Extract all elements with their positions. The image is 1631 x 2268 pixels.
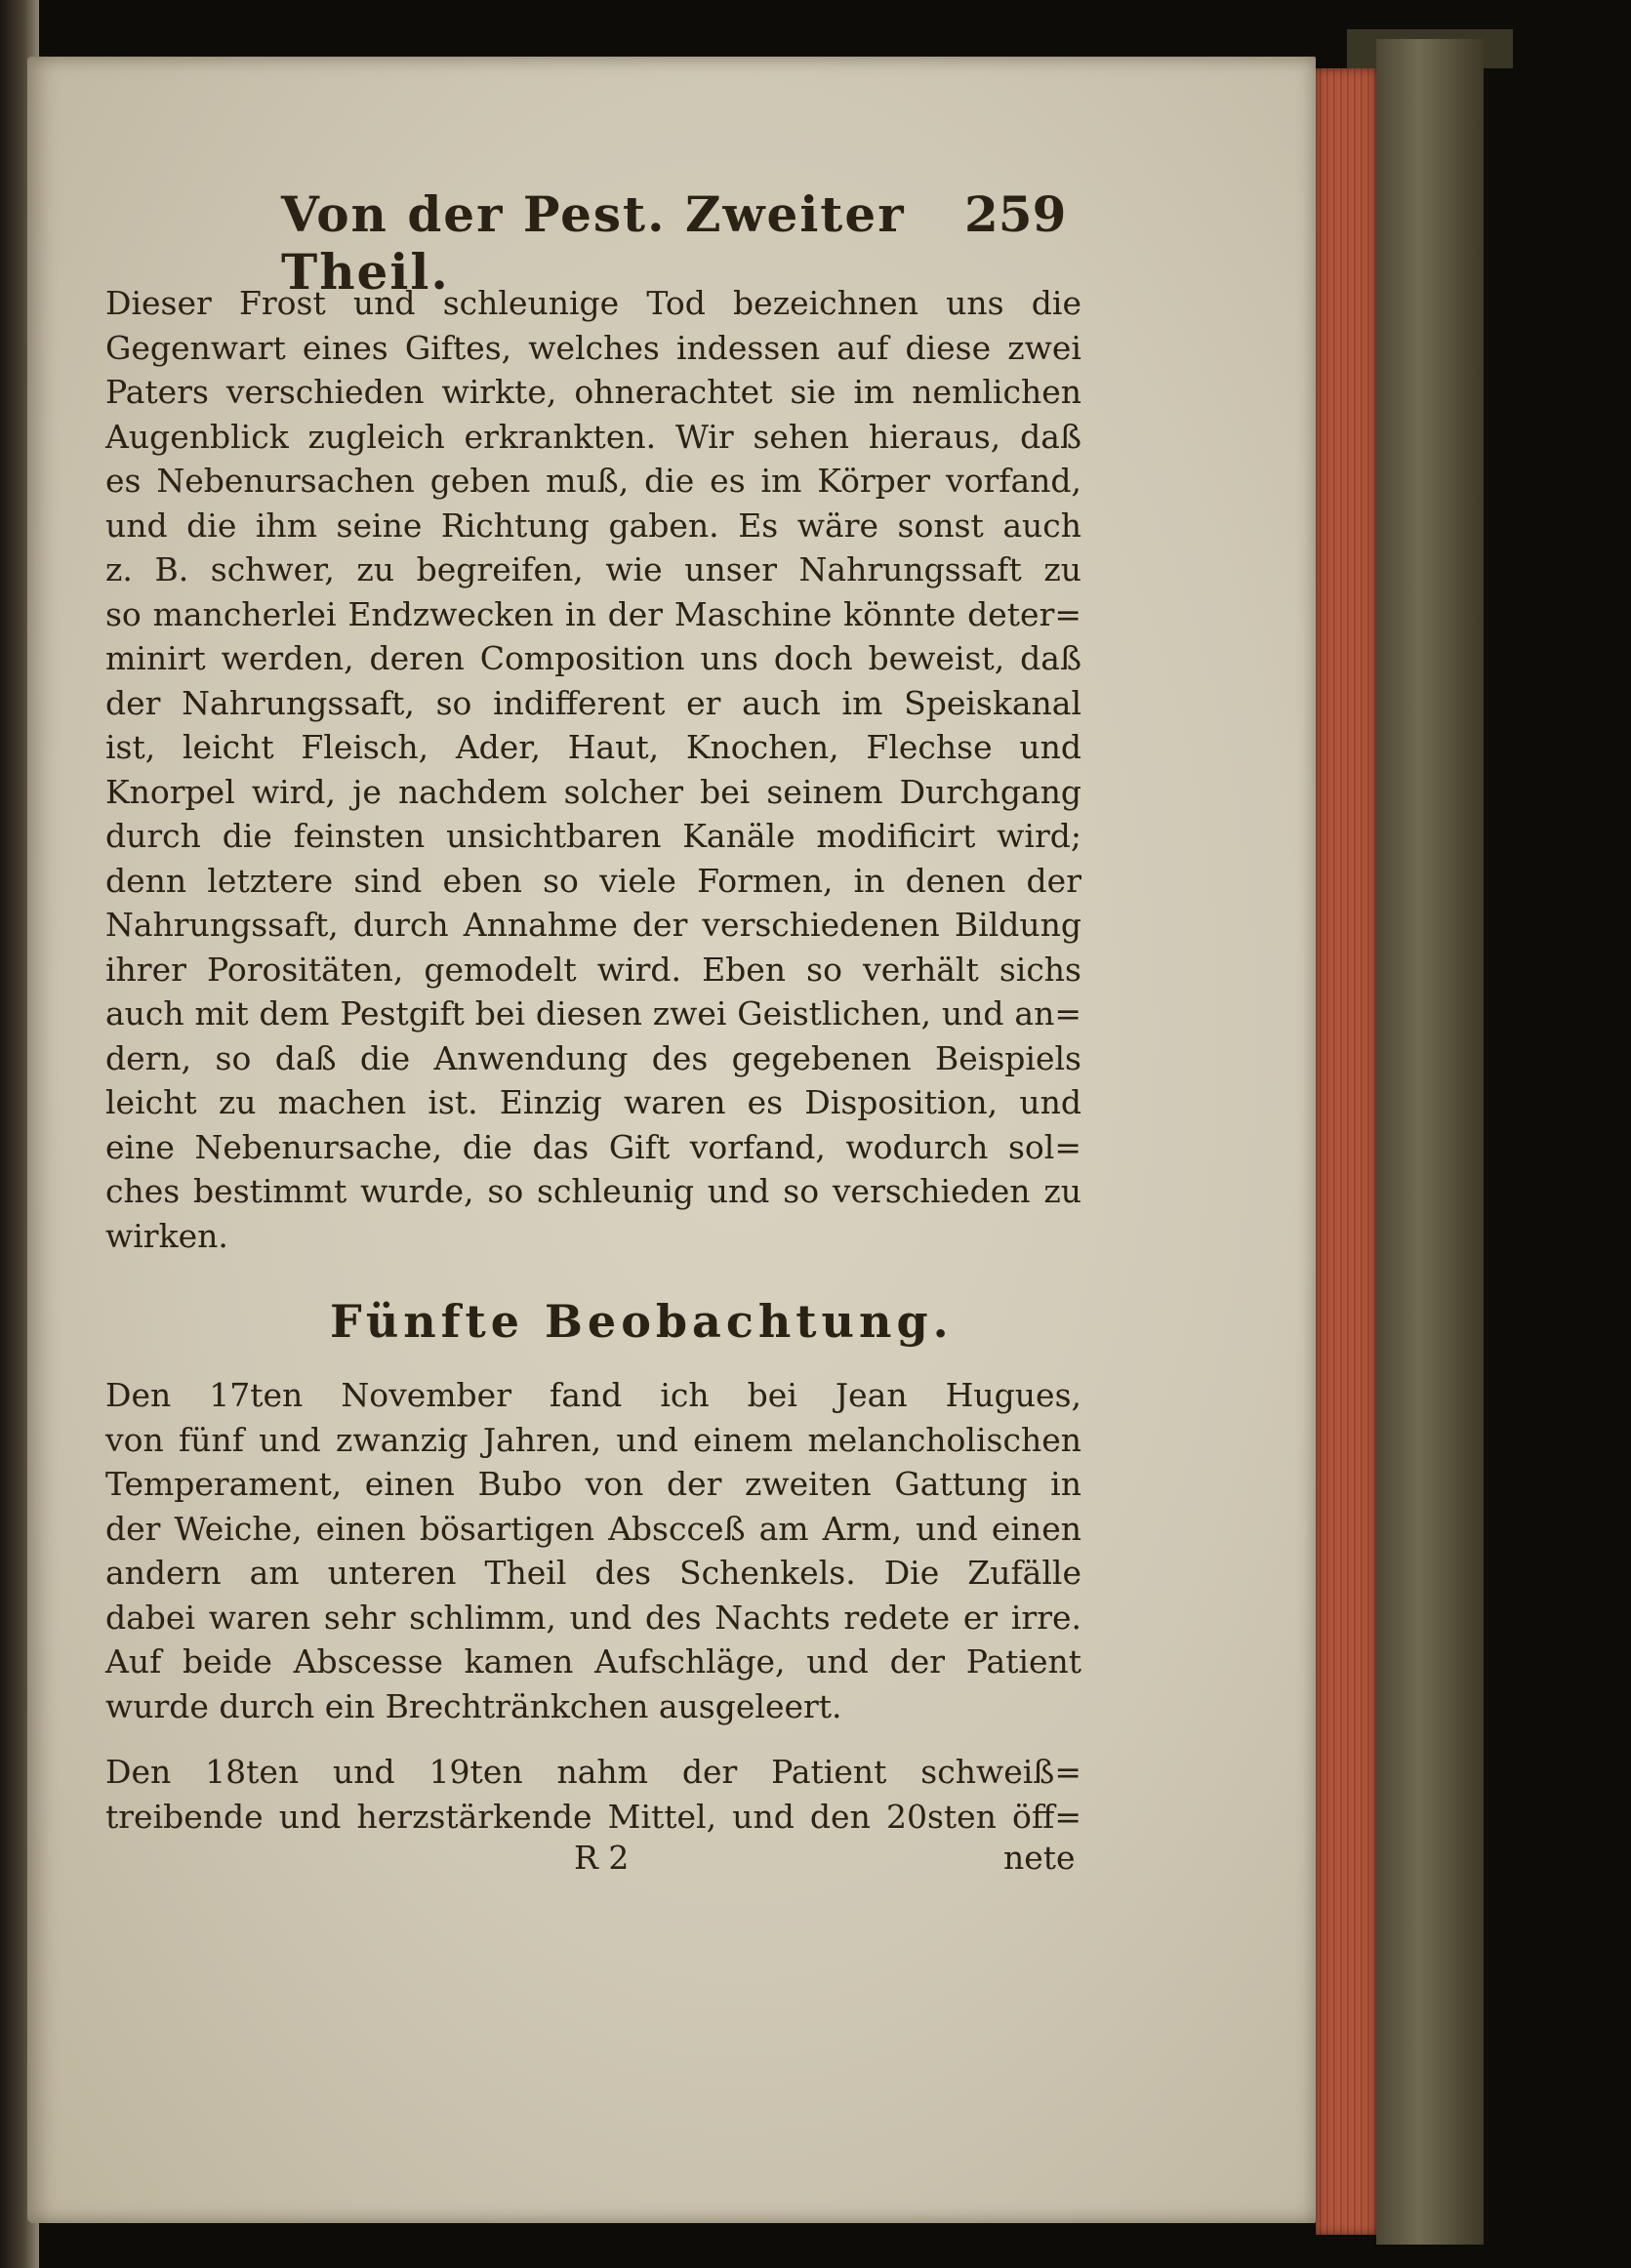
text-line: durch die feinsten unsichtbaren Kanäle modificirt wird; [105, 817, 1081, 855]
text-line: treibende und herzstärkende Mittel, und den 20sten öff= [105, 1797, 1081, 1836]
signature-mark: R 2 [574, 1839, 630, 1877]
text-line: von fünf und zwanzig Jahren, und einem melancholischen [105, 1420, 1081, 1459]
text-line: ist, leicht Fleisch, Ader, Haut, Knochen, Flechse und [105, 728, 1081, 766]
text-line: Nahrungssaft, durch Annahme der verschiedenen Bildung [105, 906, 1081, 944]
page-number: 259 [964, 185, 1067, 243]
text-line: Auf beide Abscesse kamen Aufschläge, und der Patient [105, 1642, 1081, 1681]
text-line: der Weiche, einen bösartigen Abscceß am Arm, und einen [105, 1509, 1081, 1548]
page-edges [1316, 68, 1376, 2235]
text-line: der Nahrungssaft, so indifferent er auch im Speiskanal [105, 683, 1081, 722]
text-line: Gegenwart eines Giftes, welches indessen auf diese zwei [105, 328, 1081, 367]
text-line: Paters verschieden wirkte, ohnerachtet sie im nemlichen [105, 373, 1081, 411]
page-footer [105, 1839, 1081, 1885]
text-line: Temperament, einen Bubo von der zweiten Gattung in [105, 1465, 1081, 1503]
text-line: Dieser Frost und schleunige Tod bezeichnen uns die [105, 284, 1081, 322]
text-line: z. B. schwer, zu begreifen, wie unser Nahrungssaft zu [105, 550, 1081, 588]
text-line: so mancherlei Endzwecken in der Maschine könnte deter= [105, 594, 1081, 633]
text-line: wirken. [105, 1216, 228, 1255]
paragraph-2 [105, 1373, 1081, 1728]
text-line: Den 18ten und 19ten nahm der Patient schweiß= [105, 1753, 1081, 1791]
text-line: Knorpel wird, je nachdem solcher bei seinem Durchgang [105, 772, 1081, 811]
section-heading: Fünfte Beobachtung. [330, 1295, 954, 1348]
text-line: Den 17ten November fand ich bei Jean Hugues, [105, 1376, 1081, 1414]
text-line: dern, so daß die Anwendung des gegebenen Beispiels [105, 1038, 1081, 1077]
text-line: andern am unteren Theil des Schenkels. Die Zufälle [105, 1554, 1081, 1592]
text-line: und die ihm seine Richtung gaben. Es wäre sonst auch [105, 506, 1081, 545]
running-head [105, 166, 1081, 301]
text-line: dabei waren sehr schlimm, und des Nachts redete er irre. [105, 1598, 1081, 1637]
text-line: es Nebenursachen geben muß, die es im Körper vorfand, [105, 462, 1081, 500]
paragraph-1 [105, 281, 1081, 1258]
text-line: leicht zu machen ist. Einzig waren es Disposition, und [105, 1083, 1081, 1121]
catchword: nete [1003, 1839, 1076, 1877]
paragraph-3 [105, 1750, 1081, 1839]
text-line: auch mit dem Pestgift bei diesen zwei Geistlichen, und an= [105, 994, 1081, 1033]
text-line: ihrer Porositäten, gemodelt wird. Eben so verhält sichs [105, 950, 1081, 989]
text-block [105, 166, 1081, 1885]
text-line: Augenblick zugleich erkrankten. Wir sehen hieraus, daß [105, 417, 1081, 456]
text-line: eine Nebenursache, die das Gift vorfand, wodurch sol= [105, 1127, 1081, 1166]
book-cover-edge [1376, 39, 1484, 2245]
running-title: Von der Pest. Zweiter Theil. [281, 185, 906, 301]
text-line: denn letztere sind eben so viele Formen, in denen der [105, 861, 1081, 900]
text-line: wurde durch ein Brechtränkchen ausgeleert. [105, 1686, 842, 1725]
text-line: ches bestimmt wurde, so schleunig und so verschieden zu [105, 1172, 1081, 1210]
text-line: minirt werden, deren Composition uns doch beweist, daß [105, 639, 1081, 677]
